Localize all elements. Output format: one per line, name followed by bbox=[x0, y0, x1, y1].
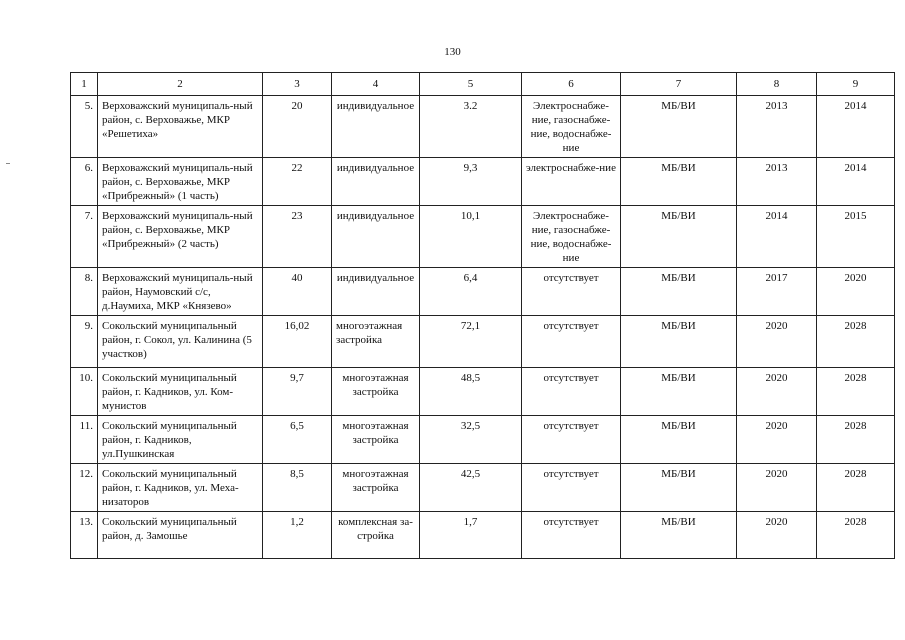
location-cell: Верховажский муниципаль-ный район, с. Верховажье, МКР «Решетиха» bbox=[98, 96, 263, 158]
area-cell: 40 bbox=[263, 268, 332, 316]
row-number-cell: 12. bbox=[71, 464, 98, 512]
row-number-cell: 10. bbox=[71, 368, 98, 416]
value-cell: 42,5 bbox=[420, 464, 522, 512]
development-type-cell: многоэтажная застройка bbox=[332, 368, 420, 416]
value-cell: 3.2 bbox=[420, 96, 522, 158]
location-cell: Сокольский муниципальный район, г. Сокол, ул. Калинина (5 участков) bbox=[98, 316, 263, 368]
funding-cell: МБ/ВИ bbox=[621, 368, 737, 416]
value-cell: 6,4 bbox=[420, 268, 522, 316]
table-row bbox=[71, 268, 895, 316]
header-cell: 8 bbox=[737, 73, 817, 96]
end-year-cell: 2020 bbox=[817, 268, 895, 316]
location-cell: Сокольский муниципальный район, д. Замошье bbox=[98, 512, 263, 559]
row-number-cell: 8. bbox=[71, 268, 98, 316]
area-cell: 23 bbox=[263, 206, 332, 268]
development-type-cell: многоэтажная застройка bbox=[332, 416, 420, 464]
funding-cell: МБ/ВИ bbox=[621, 268, 737, 316]
value-cell: 9,3 bbox=[420, 158, 522, 206]
end-year-cell: 2014 bbox=[817, 158, 895, 206]
table-row bbox=[71, 206, 895, 268]
development-type-cell: индивидуальное bbox=[332, 206, 420, 268]
row-number-cell: 5. bbox=[71, 96, 98, 158]
start-year-cell: 2020 bbox=[737, 464, 817, 512]
start-year-cell: 2013 bbox=[737, 158, 817, 206]
header-cell: 4 bbox=[332, 73, 420, 96]
value-cell: 10,1 bbox=[420, 206, 522, 268]
table-body bbox=[71, 73, 895, 559]
development-type-cell: индивидуальное bbox=[332, 268, 420, 316]
row-number-cell: 11. bbox=[71, 416, 98, 464]
page-number: 130 bbox=[444, 46, 461, 58]
margin-mark bbox=[6, 163, 10, 164]
area-cell: 1,2 bbox=[263, 512, 332, 559]
row-number-cell: 6. bbox=[71, 158, 98, 206]
header-cell: 1 bbox=[71, 73, 98, 96]
data-table bbox=[70, 72, 895, 559]
end-year-cell: 2028 bbox=[817, 512, 895, 559]
start-year-cell: 2020 bbox=[737, 416, 817, 464]
utilities-cell: отсутствует bbox=[522, 512, 621, 559]
location-cell: Верховажский муниципаль-ный район, с. Верховажье, МКР «Прибрежный» (1 часть) bbox=[98, 158, 263, 206]
area-cell: 16,02 bbox=[263, 316, 332, 368]
location-cell: Сокольский муниципальный район, г. Кадников, ул. Меха-низаторов bbox=[98, 464, 263, 512]
funding-cell: МБ/ВИ bbox=[621, 96, 737, 158]
funding-cell: МБ/ВИ bbox=[621, 206, 737, 268]
end-year-cell: 2028 bbox=[817, 316, 895, 368]
start-year-cell: 2013 bbox=[737, 96, 817, 158]
header-cell: 2 bbox=[98, 73, 263, 96]
start-year-cell: 2020 bbox=[737, 316, 817, 368]
table-row bbox=[71, 368, 895, 416]
utilities-cell: электроснабже-ние bbox=[522, 158, 621, 206]
utilities-cell: отсутствует bbox=[522, 416, 621, 464]
value-cell: 1,7 bbox=[420, 512, 522, 559]
end-year-cell: 2028 bbox=[817, 368, 895, 416]
row-number-cell: 13. bbox=[71, 512, 98, 559]
development-type-cell: комплексная за-стройка bbox=[332, 512, 420, 559]
development-type-cell: многоэтажная застройка bbox=[332, 464, 420, 512]
start-year-cell: 2014 bbox=[737, 206, 817, 268]
value-cell: 32,5 bbox=[420, 416, 522, 464]
utilities-cell: отсутствует bbox=[522, 368, 621, 416]
utilities-cell: отсутствует bbox=[522, 268, 621, 316]
location-cell: Верховажский муниципаль-ный район, Наумовский с/с, д.Наумиха, МКР «Князево» bbox=[98, 268, 263, 316]
table-row bbox=[71, 316, 895, 368]
header-cell: 7 bbox=[621, 73, 737, 96]
end-year-cell: 2028 bbox=[817, 416, 895, 464]
utilities-cell: отсутствует bbox=[522, 464, 621, 512]
area-cell: 20 bbox=[263, 96, 332, 158]
start-year-cell: 2020 bbox=[737, 512, 817, 559]
header-cell: 5 bbox=[420, 73, 522, 96]
area-cell: 22 bbox=[263, 158, 332, 206]
row-number-cell: 7. bbox=[71, 206, 98, 268]
table-row bbox=[71, 464, 895, 512]
value-cell: 48,5 bbox=[420, 368, 522, 416]
utilities-cell: отсутствует bbox=[522, 316, 621, 368]
utilities-cell: Электроснабже-ние, газоснабже-ние, водоснабже-ние bbox=[522, 96, 621, 158]
funding-cell: МБ/ВИ bbox=[621, 158, 737, 206]
table-header-row bbox=[71, 73, 895, 96]
development-type-cell: многоэтажная застройка bbox=[332, 316, 420, 368]
table-row bbox=[71, 512, 895, 559]
table-row bbox=[71, 158, 895, 206]
funding-cell: МБ/ВИ bbox=[621, 316, 737, 368]
funding-cell: МБ/ВИ bbox=[621, 416, 737, 464]
funding-cell: МБ/ВИ bbox=[621, 464, 737, 512]
header-cell: 3 bbox=[263, 73, 332, 96]
start-year-cell: 2017 bbox=[737, 268, 817, 316]
location-cell: Сокольский муниципальный район, г. Кадников, ул. Ком-мунистов bbox=[98, 368, 263, 416]
location-cell: Верховажский муниципаль-ный район, с. Верховажье, МКР «Прибрежный» (2 часть) bbox=[98, 206, 263, 268]
start-year-cell: 2020 bbox=[737, 368, 817, 416]
area-cell: 8,5 bbox=[263, 464, 332, 512]
location-cell: Сокольский муниципальный район, г. Кадников, ул.Пушкинская bbox=[98, 416, 263, 464]
end-year-cell: 2014 bbox=[817, 96, 895, 158]
table-row bbox=[71, 96, 895, 158]
development-type-cell: индивидуальное bbox=[332, 158, 420, 206]
row-number-cell: 9. bbox=[71, 316, 98, 368]
header-cell: 6 bbox=[522, 73, 621, 96]
area-cell: 6,5 bbox=[263, 416, 332, 464]
development-type-cell: индивидуальное bbox=[332, 96, 420, 158]
area-cell: 9,7 bbox=[263, 368, 332, 416]
utilities-cell: Электроснабже-ние, газоснабже-ние, водоснабже-ние bbox=[522, 206, 621, 268]
table-row bbox=[71, 416, 895, 464]
end-year-cell: 2028 bbox=[817, 464, 895, 512]
header-cell: 9 bbox=[817, 73, 895, 96]
funding-cell: МБ/ВИ bbox=[621, 512, 737, 559]
end-year-cell: 2015 bbox=[817, 206, 895, 268]
value-cell: 72,1 bbox=[420, 316, 522, 368]
